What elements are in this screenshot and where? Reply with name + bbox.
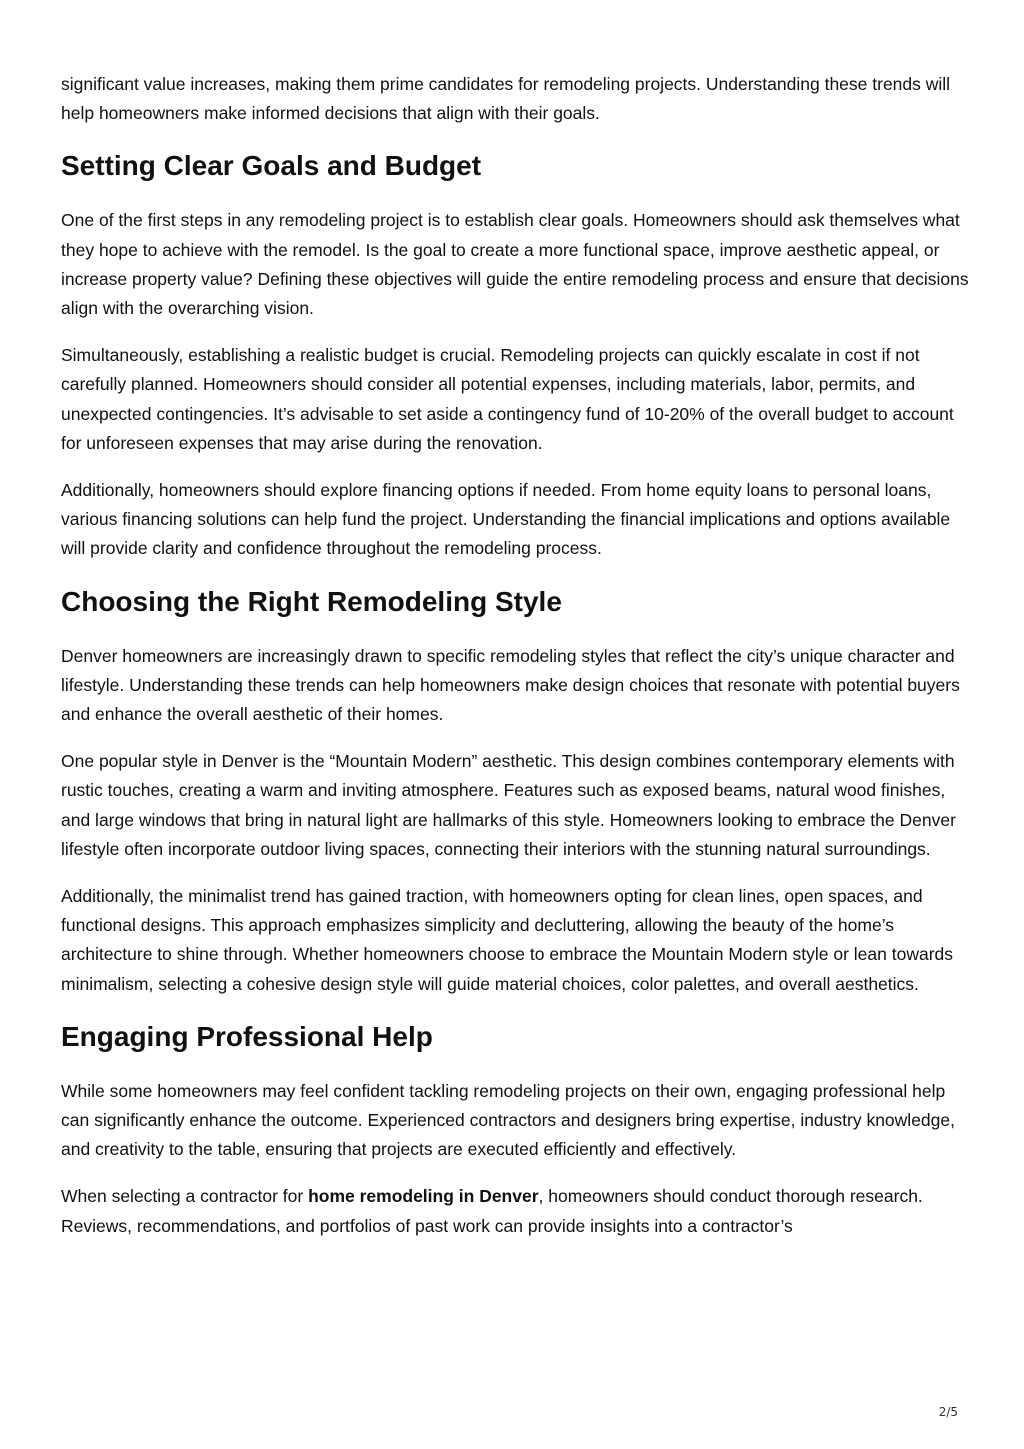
paragraph: One popular style in Denver is the “Mountain Modern” aesthetic. This design combines contemporary elements with rustic touches, creating a warm and inviting atmosphere. Features such as exposed beams, natural wood finishes, and large windows that bring in natural light are hallmarks of this style. Homeowners looking to embrace the Denver lifestyle often incorporate outdoor living spaces, connecting their interiors with the stunning natural surroundings. [61,751,956,859]
paragraph: Denver homeowners are increasingly drawn to specific remodeling styles that reflect the city’s unique character and lifestyle. Understanding these trends can help homeowners make design choices that resonate with potential buyers and enhance the overall aesthetic of their homes. [61,645,960,725]
section-heading-remodeling-style: Choosing the Right Remodeling Style [61,585,562,617]
section-heading-professional-help: Engaging Professional Help [61,1020,433,1052]
intro-paragraph: significant value increases, making them prime candidates for remodeling projects. Understanding these trends will help homeowners make informed decisions that align with their goals. [61,74,951,124]
paragraph-contractor [61,1182,971,1240]
bold-keyword: home remodeling in Denver [308,1186,539,1207]
page-number: 2/5 [938,1405,958,1419]
section-heading-goals-budget: Setting Clear Goals and Budget [61,150,482,182]
paragraph: While some homeowners may feel confident tackling remodeling projects on their own, engaging professional help can significantly enhance the outcome. Experienced contractors and designers bring expertise, industry knowledge, and creativity to the table, ensuring that projects are executed efficiently and effectively. [61,1080,955,1160]
paragraph: One of the first steps in any remodeling project is to establish clear goals. Homeowners should ask themselves what they hope to achieve with the remodel. Is the goal to create a more functional space, improve aesthetic appeal, or increase property value? Defining these objectives will guide the entire remodeling process and ensure that decisions align with the overarching vision. [61,210,969,319]
document-page [61,70,971,1259]
paragraph: Additionally, the minimalist trend has gained traction, with homeowners opting for clean lines, open spaces, and functional designs. This approach emphasizes simplicity and decluttering, allowing the beauty of the home’s architecture to shine through. Whether homeowners choose to embrace the Mountain Modern style or lean towards minimalism, selecting a cohesive design style will guide material choices, color palettes, and overall aesthetics. [61,886,954,994]
paragraph-text: When selecting a contractor for [61,1186,309,1207]
paragraph: Additionally, homeowners should explore financing options if needed. From home equity loans to personal loans, various financing solutions can help fund the project. Understanding the financial implications and options available will provide clarity and confidence throughout the remodeling process. [61,480,951,559]
paragraph: Simultaneously, establishing a realistic budget is crucial. Remodeling projects can quickly escalate in cost if not carefully planned. Homeowners should consider all potential expenses, including materials, labor, permits, and unexpected contingencies. It’s advisable to set aside a contingency fund of 10-20% of the overall budget to account for unforeseen expenses that may arise during the renovation. [61,345,954,453]
paragraph-text: , homeowners should conduct thorough research. Reviews, recommendations, and portfolios of past work can provide insights into a contractor’s [61,1186,923,1236]
